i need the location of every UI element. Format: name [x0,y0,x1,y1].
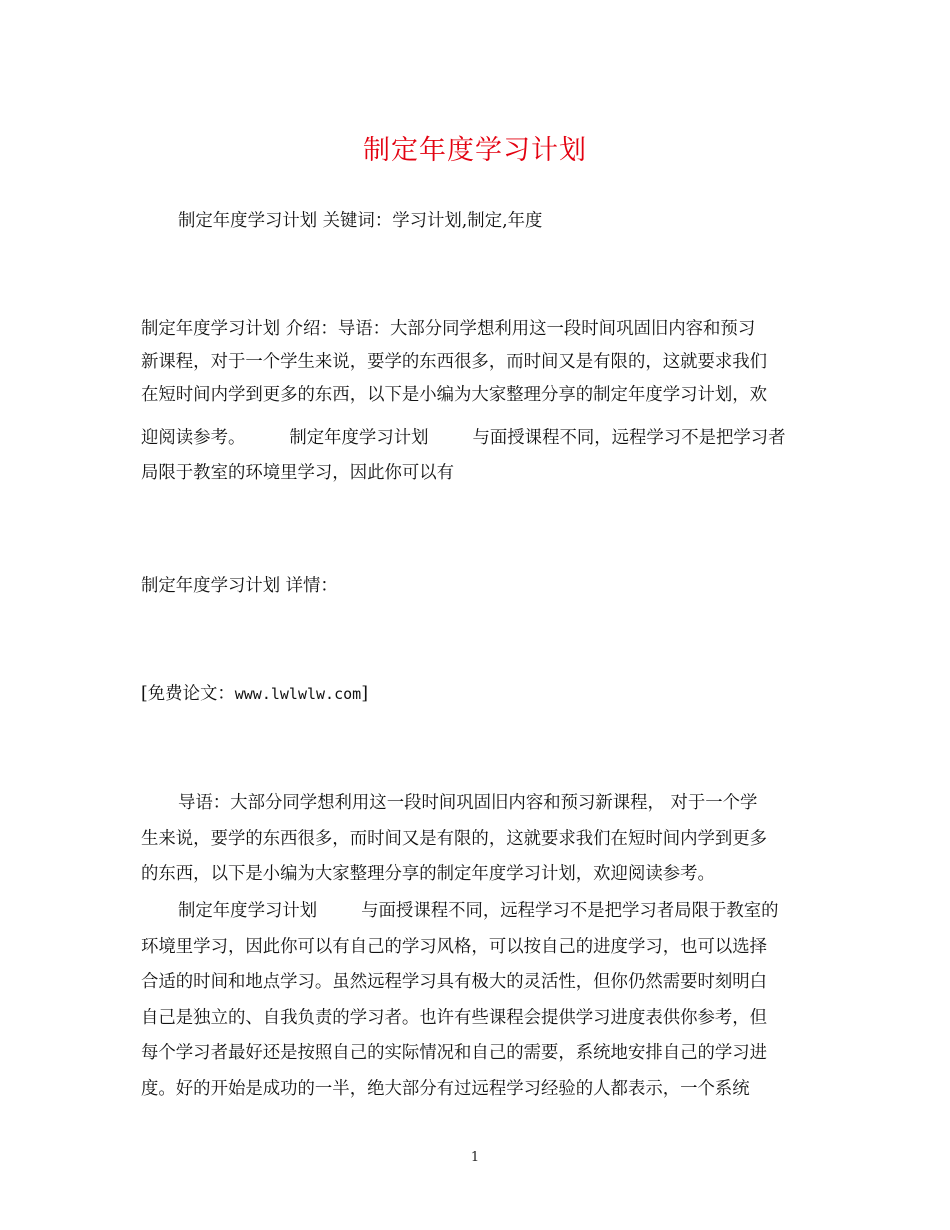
para1-line-1: 导语：大部分同学想利用这一段时间巩固旧内容和预习新课程， 对于一个学 [178,793,758,813]
para1-line-3: 的东西，以下是小编为大家整理分享的制定年度学习计划，欢迎阅读参考。 [141,864,715,884]
para2-line-2: 环境里学习，因此你可以有自己的学习风格，可以按自己的进度学习，也可以选择 [141,937,768,957]
intro-line-1: 制定年度学习计划 介绍：导语：大部分同学想利用这一段时间巩固旧内容和预习 [141,319,756,339]
source-line [141,679,821,709]
page-number: 1 [470,1150,480,1165]
intro-line-4 [141,423,821,453]
para2-line-3: 合适的时间和地点学习。虽然远程学习具有极大的灵活性，但你仍然需要时刻明白 [141,972,768,992]
source-prefix: [免费论文： [141,684,235,704]
keywords-line: 制定年度学习计划 关键词：学习计划,制定,年度 [178,211,543,231]
source-url-link[interactable]: www.lwlwlw.com [234,685,362,703]
intro-line-4-part3: 与面授课程不同，远程学习不是把学习者 [472,428,786,448]
source-suffix: ] [361,684,368,704]
intro-line-3: 在短时间内学到更多的东西，以下是小编为大家整理分享的制定年度学习计划，欢 [141,385,768,405]
para2-line-1 [178,896,858,926]
para2-line-6: 度。好的开始是成功的一半，绝大部分有过远程学习经验的人都表示，一个系统 [141,1079,750,1099]
para2-line-1-part1: 制定年度学习计划 [178,901,318,921]
document-title: 制定年度学习计划 [363,135,587,166]
details-heading: 制定年度学习计划 详情： [141,576,338,596]
intro-line-5: 局限于教室的环境里学习，因此你可以有 [141,463,455,483]
para2-line-1-part2: 与面授课程不同，远程学习不是把学习者局限于教室的 [361,901,779,921]
intro-line-2: 新课程，对于一个学生来说，要学的东西很多，而时间又是有限的，这就要求我们 [141,352,768,372]
para2-line-5: 每个学习者最好还是按照自己的实际情况和自己的需要，系统地安排自己的学习进 [141,1043,768,1063]
para2-line-4: 自己是独立的、自我负责的学习者。也许有些课程会提供学习进度表供你参考，但 [141,1008,768,1028]
para1-line-2: 生来说，要学的东西很多，而时间又是有限的，这就要求我们在短时间内学到更多 [141,829,768,849]
intro-line-4-part2: 制定年度学习计划 [289,428,429,448]
intro-line-4-part1: 迎阅读参考。 [141,428,246,448]
